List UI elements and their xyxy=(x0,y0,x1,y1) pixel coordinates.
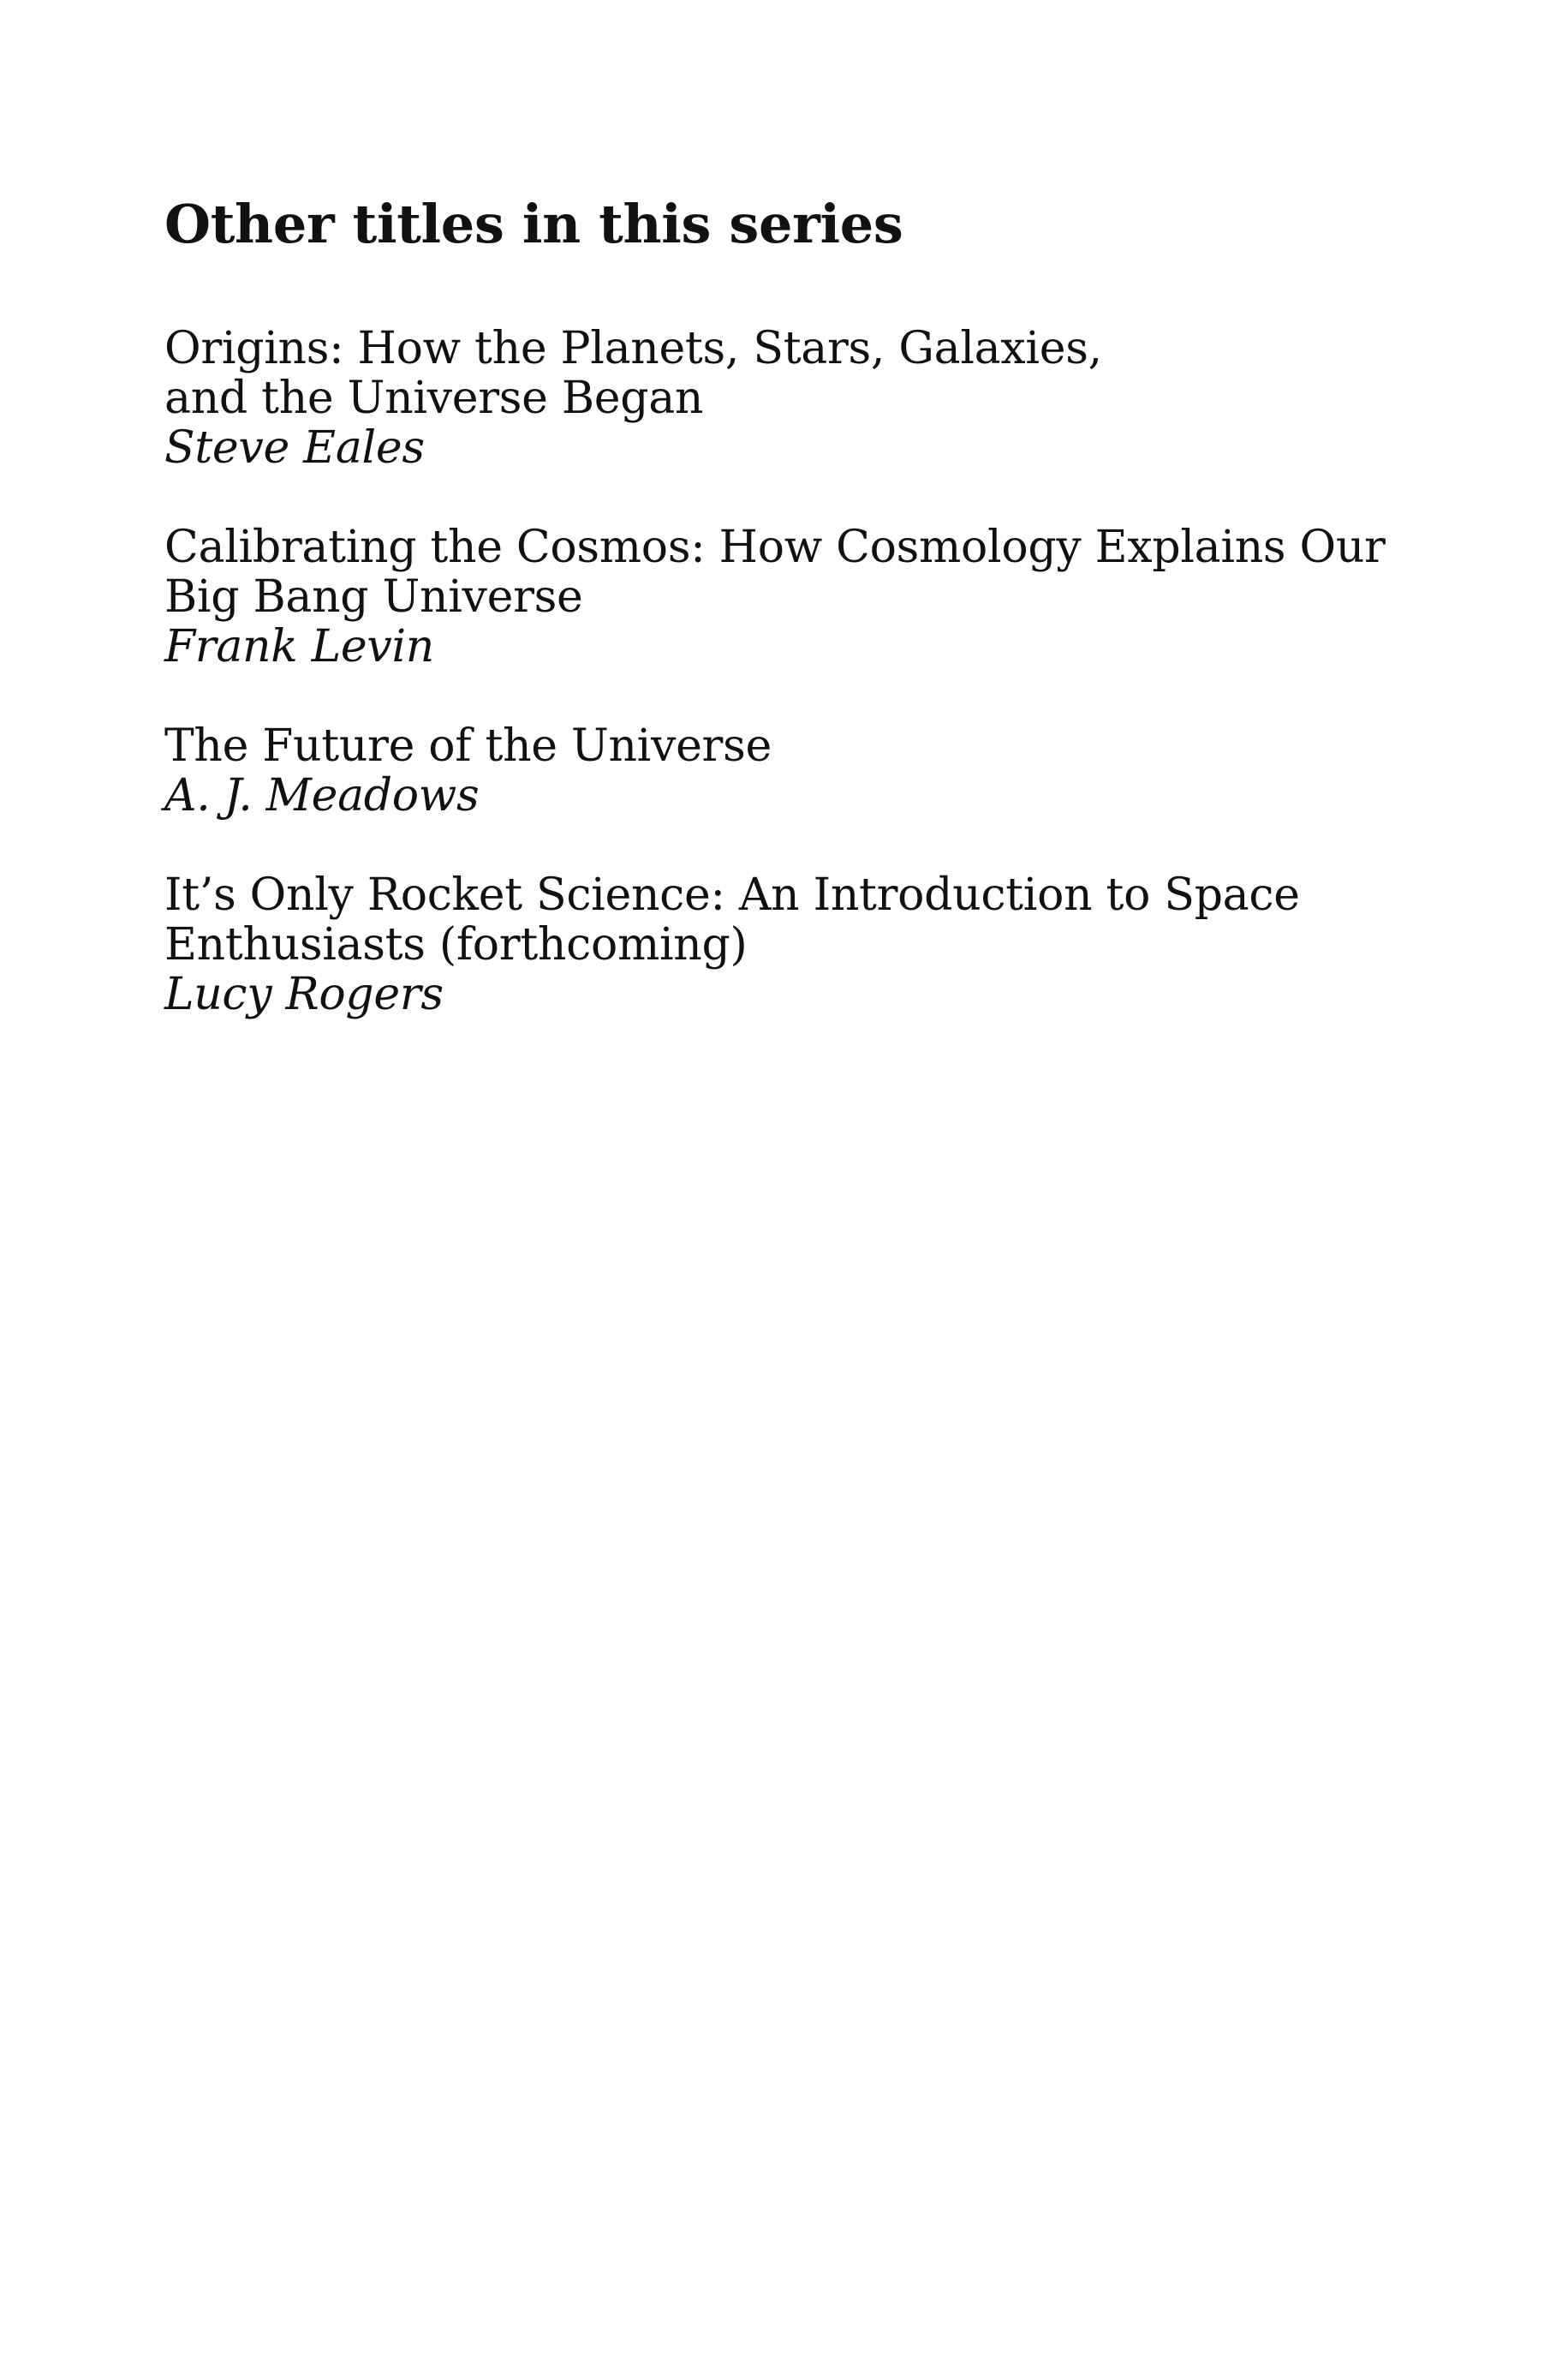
series-page xyxy=(164,195,1406,1069)
book-title-line: Calibrating the Cosmos: How Cosmology Explains Our xyxy=(164,522,1386,574)
book-author: Frank Levin xyxy=(164,621,434,673)
book-author: Steve Eales xyxy=(164,422,425,475)
book-title-line: Enthusiasts (forthcoming) xyxy=(164,919,748,971)
book-title-line: It’s Only Rocket Science: An Introduction to Space xyxy=(164,869,1300,922)
book-author: Lucy Rogers xyxy=(164,969,444,1021)
book-author: A. J. Meadows xyxy=(164,770,480,822)
book-title-line: and the Universe Began xyxy=(164,373,704,425)
page-heading: Other titles in this series xyxy=(164,193,903,255)
book-entry xyxy=(164,324,1406,473)
book-list xyxy=(164,324,1406,1019)
book-title-line: The Future of the Universe xyxy=(164,720,772,773)
book-entry xyxy=(164,870,1406,1019)
book-title-line: Big Bang Universe xyxy=(164,571,583,624)
book-entry xyxy=(164,523,1406,672)
book-entry xyxy=(164,721,1406,821)
book-title-line: Origins: How the Planets, Stars, Galaxies, xyxy=(164,323,1102,375)
